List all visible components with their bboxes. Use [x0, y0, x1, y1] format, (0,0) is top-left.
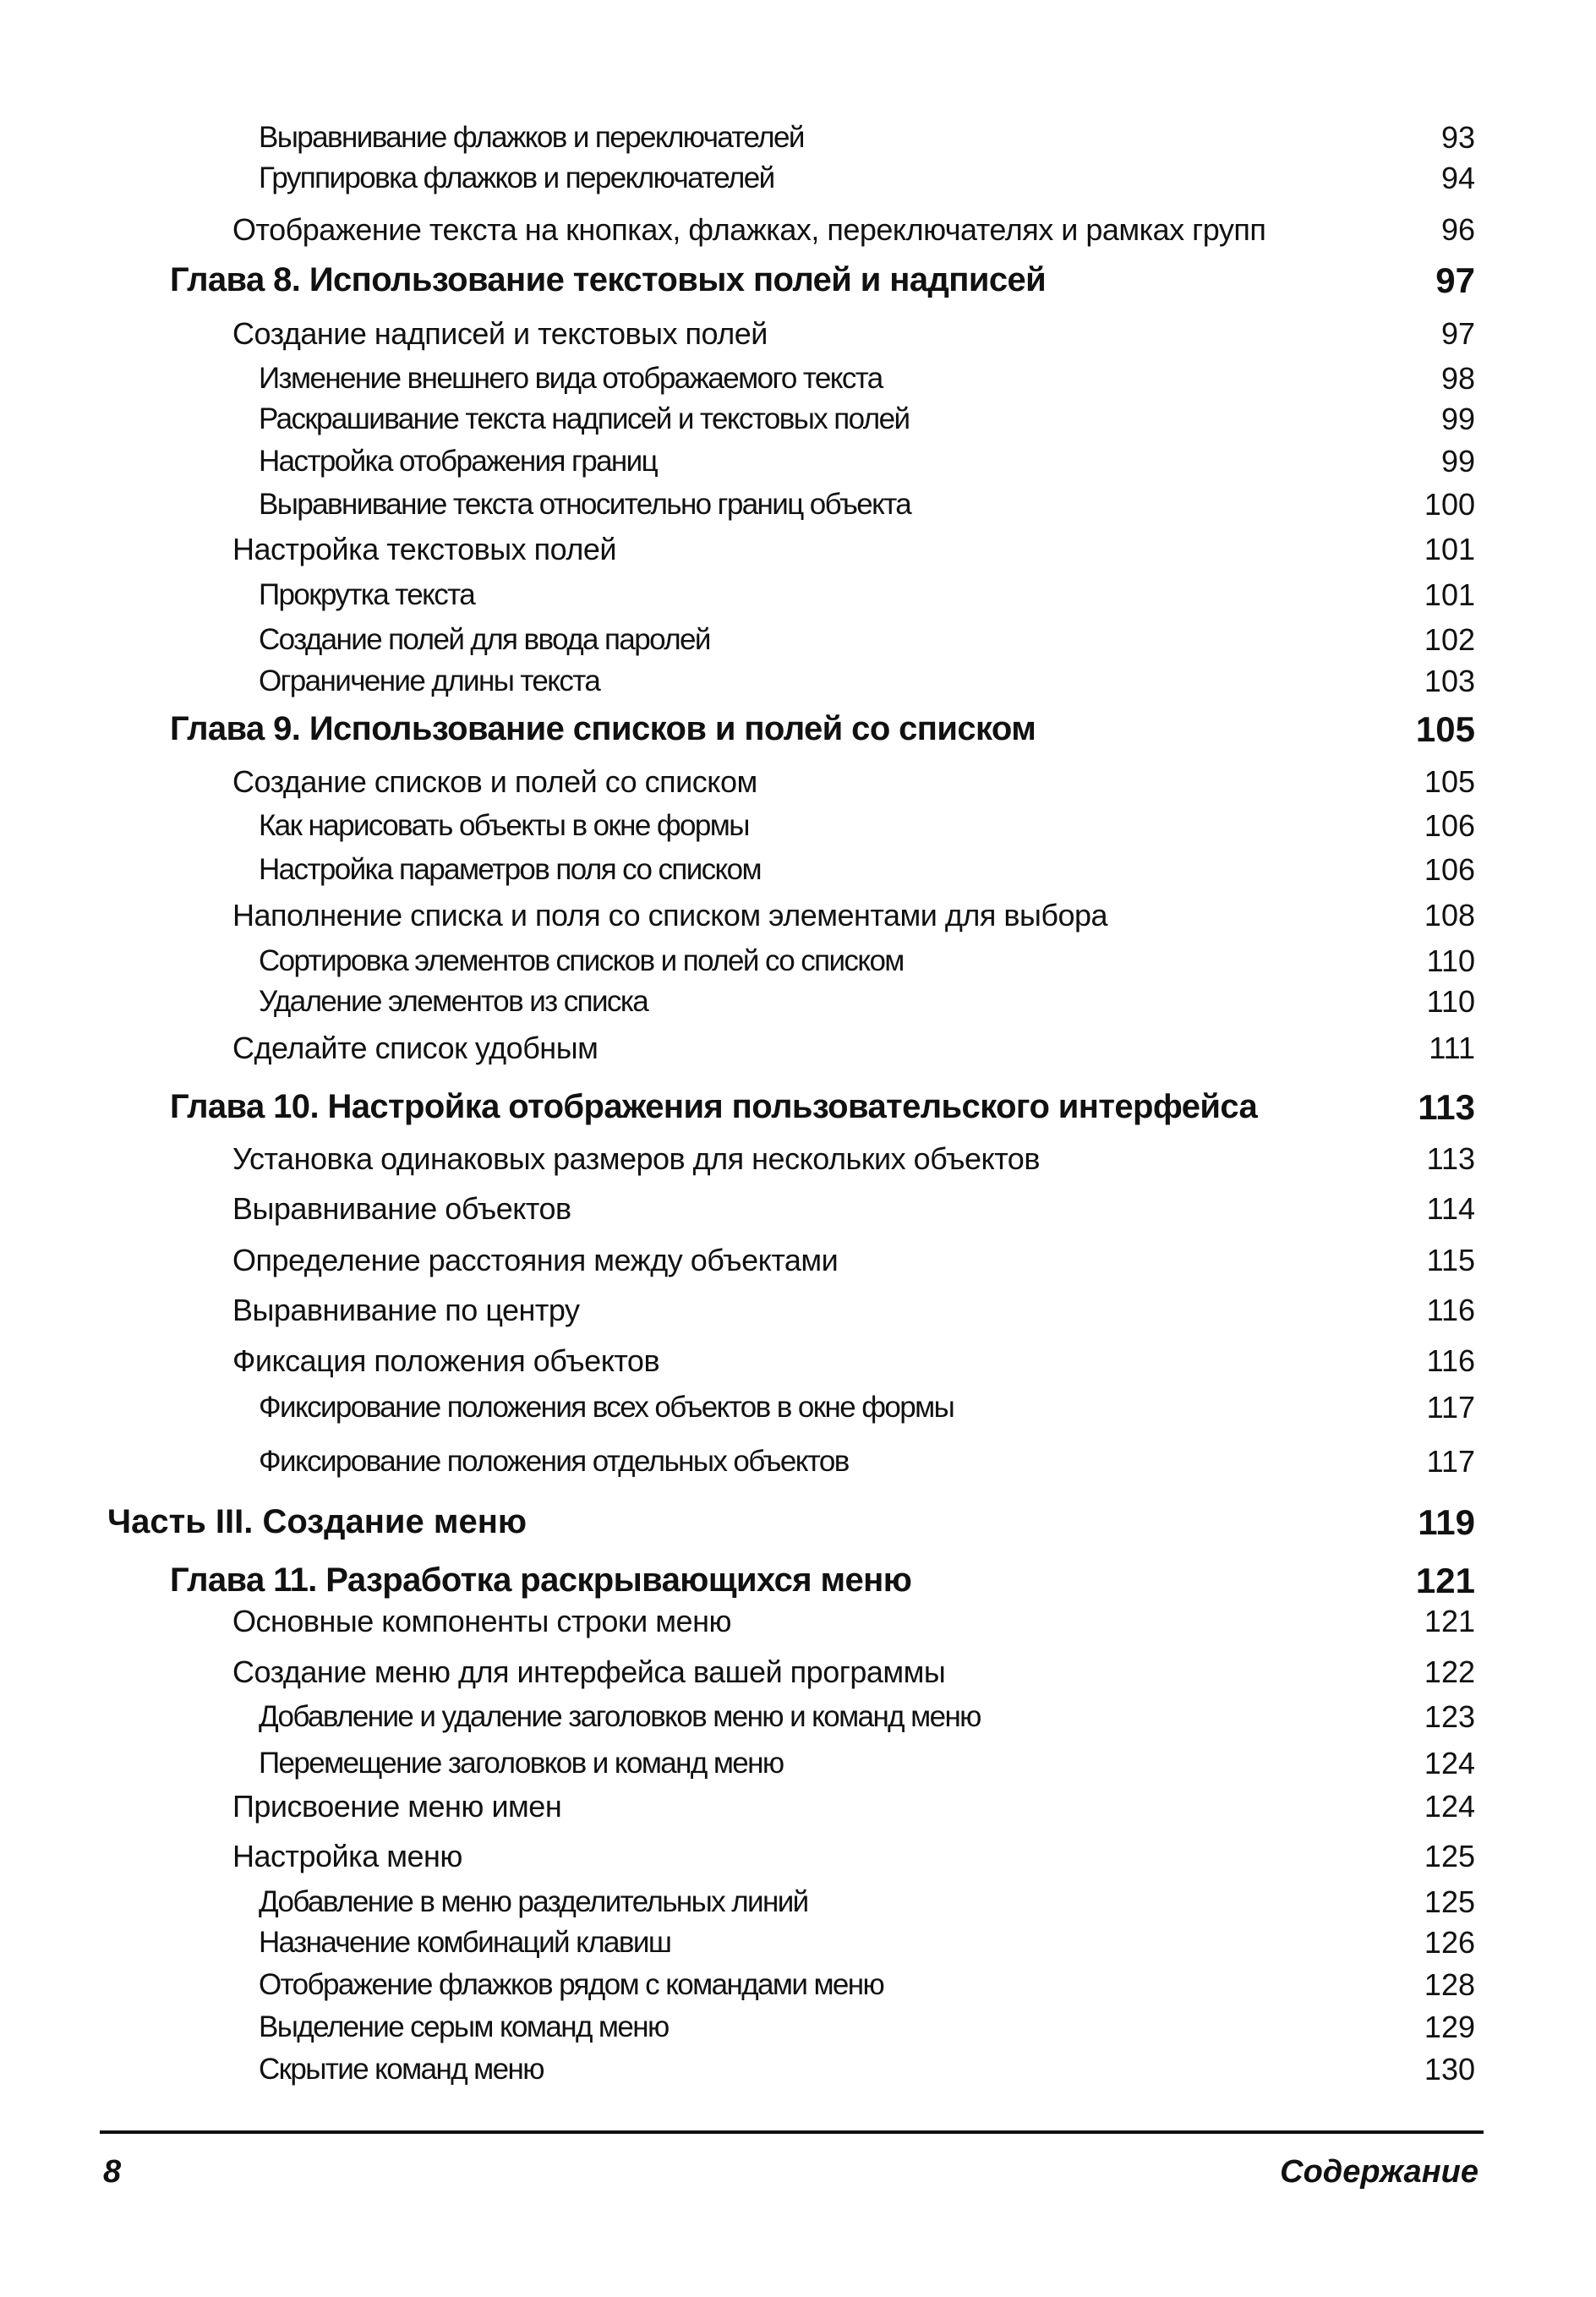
toc-entry-page: 99 [1440, 444, 1475, 479]
toc-entry-title: Выравнивание флажков и переключателей [259, 121, 804, 154]
toc-entry-title: Сортировка элементов списков и полей со списком [259, 944, 904, 977]
toc-entry-page: 128 [1424, 1967, 1475, 2002]
toc-entry-page: 126 [1424, 1925, 1475, 1960]
toc-entry-page: 97 [1435, 260, 1475, 300]
toc-entry-page: 116 [1426, 1343, 1475, 1378]
toc-entry-title: Часть III. Создание меню [107, 1503, 527, 1540]
toc-entry-page: 117 [1426, 1444, 1475, 1479]
toc-entry-title: Глава 9. Использование списков и полей со списком [170, 710, 1036, 747]
toc-entry-title: Как нарисовать объекты в окне формы [259, 809, 749, 842]
toc-entry-title: Сделайте список удобным [232, 1031, 598, 1065]
toc-entry-title: Раскрашивание текста надписей и текстовых полей [259, 402, 910, 435]
toc-entry-page: 115 [1426, 1243, 1475, 1277]
toc-entry-page: 101 [1424, 577, 1475, 612]
toc-entry-page: 130 [1424, 2052, 1475, 2086]
toc-entry-page: 110 [1426, 943, 1475, 978]
footer-rule [100, 2130, 1484, 2134]
toc-entry-page: 94 [1440, 161, 1475, 195]
toc-entry-title: Настройка текстовых полей [232, 532, 616, 566]
toc-entry-title: Изменение внешнего вида отображаемого текста [259, 362, 883, 395]
toc-entry-page: 99 [1440, 402, 1475, 436]
toc-entry-title: Глава 8. Использование текстовых полей и надписей [170, 261, 1047, 298]
running-footer-title: Содержание [1280, 2154, 1478, 2190]
toc-entry-page: 124 [1424, 1746, 1475, 1780]
page-number: 8 [103, 2154, 122, 2190]
toc-entry-title: Фиксация положения объектов [232, 1343, 660, 1378]
toc-entry-page: 123 [1424, 1699, 1475, 1734]
toc-entry-title: Выравнивание объектов [232, 1191, 571, 1226]
toc-entry-title: Создание надписей и текстовых полей [232, 316, 768, 351]
toc-entry-page: 117 [1426, 1390, 1475, 1425]
toc-entry-title: Фиксирование положения отдельных объектов [259, 1445, 849, 1478]
toc-entry-title: Назначение комбинаций клавиш [259, 1926, 671, 1959]
toc-entry-page: 100 [1424, 487, 1475, 522]
toc-entry-page: 110 [1426, 984, 1475, 1019]
toc-entry-page: 116 [1426, 1293, 1475, 1327]
toc-entry-page: 113 [1418, 1087, 1475, 1127]
toc-entry-title: Ограничение длины текста [259, 664, 600, 697]
toc-entry-page: 114 [1426, 1191, 1475, 1226]
toc-entry-page: 106 [1424, 852, 1475, 887]
toc-entry-title: Выравнивание текста относительно границ объекта [259, 488, 911, 521]
toc-entry-page: 105 [1415, 709, 1475, 749]
toc-entry-page: 102 [1424, 622, 1475, 657]
toc-entry-page: 105 [1424, 764, 1475, 799]
toc-entry-page: 108 [1424, 898, 1475, 932]
toc-entry-page: 122 [1424, 1654, 1475, 1689]
toc-entry-title: Создание полей для ввода паролей [259, 623, 710, 656]
toc-entry-page: 121 [1415, 1561, 1475, 1600]
toc-entry-title: Наполнение списка и поля со списком элементами для выбора [232, 898, 1108, 932]
toc-entry-title: Глава 10. Настройка отображения пользовательского интерфейса [170, 1088, 1258, 1125]
toc-entry-title: Глава 11. Разработка раскрывающихся меню [170, 1561, 912, 1599]
toc-entry-title: Присвоение меню имен [232, 1789, 562, 1824]
toc-entry-title: Определение расстояния между объектами [232, 1243, 839, 1277]
toc-entry-title: Выделение серым команд меню [259, 2010, 669, 2043]
toc-entry-page: 98 [1440, 361, 1475, 396]
toc-entry-title: Основные компоненты строки меню [232, 1604, 731, 1638]
toc-entry-page: 101 [1424, 532, 1475, 566]
toc-entry-title: Отображение флажков рядом с командами меню [259, 1968, 884, 2001]
toc-entry-title: Перемещение заголовков и команд меню [259, 1747, 784, 1780]
toc-entry-page: 106 [1424, 808, 1475, 843]
toc-entry-page: 96 [1440, 212, 1475, 247]
toc-entry-page: 113 [1426, 1141, 1475, 1176]
toc-entry-page: 125 [1424, 1839, 1475, 1873]
toc-entry-title: Настройка меню [232, 1839, 462, 1873]
toc-entry-title: Добавление в меню разделительных линий [259, 1885, 808, 1918]
toc-entry-title: Скрытие команд меню [259, 2053, 544, 2086]
toc-entry-page: 97 [1440, 316, 1475, 351]
toc-entry-title: Удаление элементов из списка [259, 985, 648, 1018]
toc-entry-title: Настройка параметров поля со списком [259, 853, 761, 886]
toc-entry-title: Добавление и удаление заголовков меню и команд меню [259, 1700, 981, 1733]
toc-entry-title: Установка одинаковых размеров для нескольких объектов [232, 1141, 1040, 1176]
toc-entry-title: Настройка отображения границ [259, 445, 658, 478]
toc-entry-title: Группировка флажков и переключателей [259, 161, 774, 194]
toc-entry-page: 129 [1424, 2010, 1475, 2044]
toc-entry-title: Создание списков и полей со списком [232, 764, 757, 799]
toc-entry-page: 111 [1429, 1031, 1475, 1065]
toc-entry-page: 121 [1424, 1604, 1475, 1638]
toc-entry-title: Прокрутка текста [259, 578, 475, 611]
toc-entry-title: Выравнивание по центру [232, 1293, 580, 1327]
toc-entry-title: Создание меню для интерфейса вашей программы [232, 1654, 946, 1689]
toc-entry-title: Фиксирование положения всех объектов в окне формы [259, 1391, 954, 1424]
toc-entry-page: 125 [1424, 1884, 1475, 1919]
toc-entry-page: 103 [1424, 664, 1475, 698]
toc-entry-page: 124 [1424, 1789, 1475, 1824]
toc-entry-page: 93 [1440, 120, 1475, 155]
toc-entry-title: Отображение текста на кнопках, флажках, переключателях и рамках групп [232, 212, 1266, 247]
toc-entry-page: 119 [1418, 1502, 1475, 1542]
